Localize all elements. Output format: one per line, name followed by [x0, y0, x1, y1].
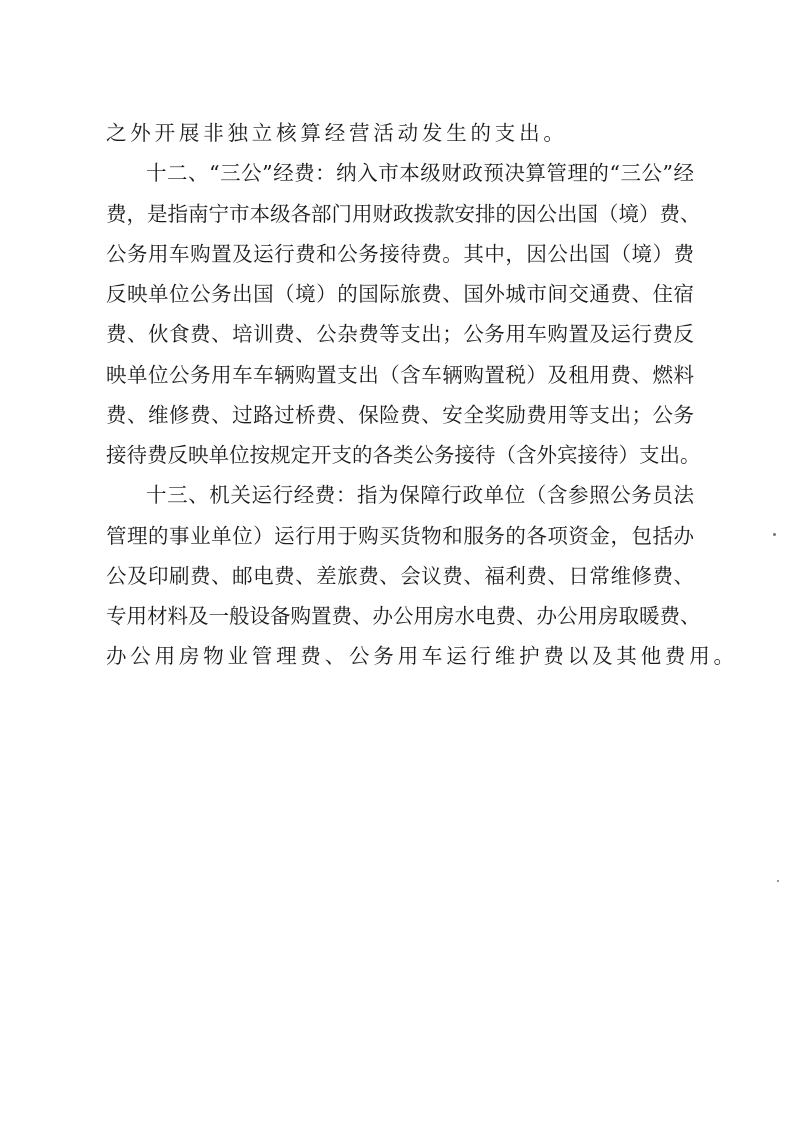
paragraph-line: 费、伙食费、培训费、公杂费等支出；公务用车购置及运行费反	[106, 322, 694, 346]
section-heading-line: 十二、“三公”经费：纳入市本级财政预决算管理的“三公”经	[146, 161, 694, 185]
paragraph-line: 映单位公务用车车辆购置支出（含车辆购置税）及租用费、燃料	[106, 363, 694, 387]
paragraph-line: 费、维修费、过路过桥费、保险费、安全奖励费用等支出；公务	[106, 403, 694, 427]
paragraph-line: 专用材料及一般设备购置费、办公用房水电费、办公用房取暖费、	[106, 604, 701, 628]
scan-speck	[777, 880, 779, 882]
paragraph-line: 公务用车购置及运行费和公务接待费。其中，因公出国（境）费	[106, 242, 694, 266]
paragraph-line: 管理的事业单位）运行用于购买货物和服务的各项资金，包括办	[106, 524, 694, 548]
scan-speck	[773, 533, 776, 536]
paragraph-line: 反映单位公务出国（境）的国际旅费、国外城市间交通费、住宿	[106, 282, 694, 306]
paragraph-line: 费，是指南宁市本级各部门用财政拨款安排的因公出国（境）费、	[106, 202, 701, 226]
paragraph-line: 办公用房物业管理费、公务用车运行维护费以及其他费用。	[106, 644, 738, 668]
paragraph-line: 之外开展非独立核算经营活动发生的支出。	[106, 121, 568, 145]
paragraph-line: 接待费反映单位按规定开支的各类公务接待（含外宾接待）支出。	[106, 443, 701, 467]
section-heading-line: 十三、机关运行经费：指为保障行政单位（含参照公务员法	[146, 483, 694, 507]
paragraph-line: 公及印刷费、邮电费、差旅费、会议费、福利费、日常维修费、	[106, 564, 694, 588]
